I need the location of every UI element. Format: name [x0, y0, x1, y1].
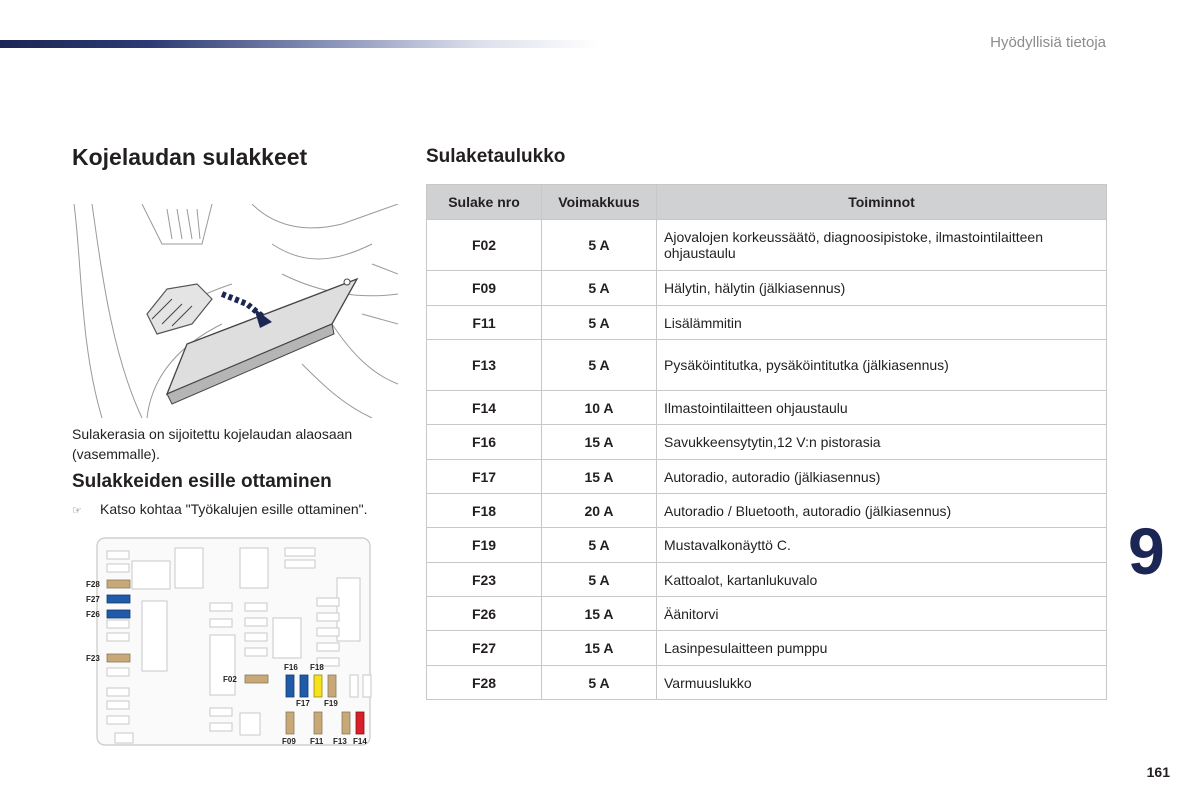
table-row	[427, 597, 1107, 631]
fuse-amperage: 10 A	[542, 391, 657, 425]
fuse-f11	[314, 712, 322, 734]
fuse-amperage: 5 A	[542, 220, 657, 271]
section-header: Hyödyllisiä tietoja	[990, 34, 1106, 51]
fuse-number: F11	[427, 306, 542, 340]
table-row	[427, 666, 1107, 700]
fuse-number: F09	[427, 271, 542, 306]
label-f09: F09	[282, 737, 296, 746]
table-title: Sulaketaulukko	[426, 146, 566, 167]
fuse-f28	[107, 580, 130, 588]
fuse-amperage: 15 A	[542, 460, 657, 494]
table-row	[427, 340, 1107, 391]
label-f16: F16	[284, 663, 298, 672]
header-fuse-number: Sulake nro	[427, 185, 542, 220]
table-row	[427, 391, 1107, 425]
fuse-amperage: 20 A	[542, 494, 657, 528]
fuse-f27	[107, 595, 130, 603]
fuse-f02	[245, 675, 268, 683]
fuse-function: Pysäköintitutka, pysäköintitutka (jälkiasennus)	[657, 340, 1107, 391]
label-f28: F28	[86, 580, 100, 589]
fuse-amperage: 5 A	[542, 306, 657, 340]
table-row	[427, 271, 1107, 306]
fuse-number: F18	[427, 494, 542, 528]
fuse-number: F02	[427, 220, 542, 271]
table-row	[427, 460, 1107, 494]
label-f17: F17	[296, 699, 310, 708]
location-caption: Sulakerasia on sijoitettu kojelaudan alaosaan (vasemmalle).	[72, 426, 353, 462]
fuse-function: Kattoalot, kartanlukuvalo	[657, 563, 1107, 597]
fuse-f14	[356, 712, 364, 734]
fuse-f16	[286, 675, 294, 697]
header-amperage: Voimakkuus	[542, 185, 657, 220]
fuse-number: F16	[427, 425, 542, 460]
fuse-function: Autoradio / Bluetooth, autoradio (jälkiasennus)	[657, 494, 1107, 528]
fuse-number: F13	[427, 340, 542, 391]
page-number: 161	[1146, 764, 1170, 780]
page-title: Kojelaudan sulakkeet	[72, 144, 308, 170]
header-functions: Toiminnot	[657, 185, 1107, 220]
dashboard-fusebox-illustration	[72, 204, 398, 418]
pointer-icon: ☞	[72, 505, 82, 517]
instruction	[72, 501, 368, 517]
fuse-number: F27	[427, 631, 542, 666]
fuse-amperage: 5 A	[542, 666, 657, 700]
fuse-amperage: 15 A	[542, 425, 657, 460]
section-title: Sulakkeiden esille ottaminen	[72, 471, 332, 492]
header-gradient-bar	[0, 40, 600, 48]
fuse-f18	[314, 675, 322, 697]
label-f26: F26	[86, 610, 100, 619]
fuse-number: F19	[427, 528, 542, 563]
fuse-amperage: 5 A	[542, 563, 657, 597]
label-f23: F23	[86, 654, 100, 663]
fuse-function: Ilmastointilaitteen ohjaustaulu	[657, 391, 1107, 425]
table-header-row	[427, 185, 1107, 220]
fuse-table	[426, 184, 1107, 700]
table-row	[427, 563, 1107, 597]
fuse-number: F23	[427, 563, 542, 597]
label-f13: F13	[333, 737, 347, 746]
fuse-function: Mustavalkonäyttö C.	[657, 528, 1107, 563]
table-row	[427, 631, 1107, 666]
fuse-amperage: 15 A	[542, 631, 657, 666]
table-row	[427, 220, 1107, 271]
fuse-number: F26	[427, 597, 542, 631]
fuse-f19	[328, 675, 336, 697]
fuse-function: Varmuuslukko	[657, 666, 1107, 700]
label-f27: F27	[86, 595, 100, 604]
fuse-f09	[286, 712, 294, 734]
label-f18: F18	[310, 663, 324, 672]
fuse-number: F28	[427, 666, 542, 700]
table-row	[427, 425, 1107, 460]
fuse-number: F17	[427, 460, 542, 494]
fuse-function: Autoradio, autoradio (jälkiasennus)	[657, 460, 1107, 494]
chapter-number: 9	[1128, 514, 1165, 588]
fuse-f17	[300, 675, 308, 697]
instruction-text: Katso kohtaa "Työkalujen esille ottaminen".	[100, 501, 368, 517]
fuse-function: Hälytin, hälytin (jälkiasennus)	[657, 271, 1107, 306]
table-row	[427, 528, 1107, 563]
fuse-f26	[107, 610, 130, 618]
fuse-f13	[342, 712, 350, 734]
fuse-number: F14	[427, 391, 542, 425]
table-row	[427, 494, 1107, 528]
label-f11: F11	[310, 737, 324, 746]
label-f19: F19	[324, 699, 338, 708]
fuse-amperage: 15 A	[542, 597, 657, 631]
fuse-amperage: 5 A	[542, 340, 657, 391]
fuse-function: Äänitorvi	[657, 597, 1107, 631]
fuse-function: Lasinpesulaitteen pumppu	[657, 631, 1107, 666]
fuse-f23	[107, 654, 130, 662]
fuse-function: Ajovalojen korkeussäätö, diagnoosipistoke, ilmastointilaitteen ohjaustaulu	[657, 220, 1107, 271]
fuse-amperage: 5 A	[542, 528, 657, 563]
fusebox-diagram	[80, 533, 400, 750]
label-f02: F02	[223, 675, 237, 684]
table-row	[427, 306, 1107, 340]
fuse-function: Savukkeensytytin,12 V:n pistorasia	[657, 425, 1107, 460]
fuse-function: Lisälämmitin	[657, 306, 1107, 340]
fuse-amperage: 5 A	[542, 271, 657, 306]
label-f14: F14	[353, 737, 367, 746]
